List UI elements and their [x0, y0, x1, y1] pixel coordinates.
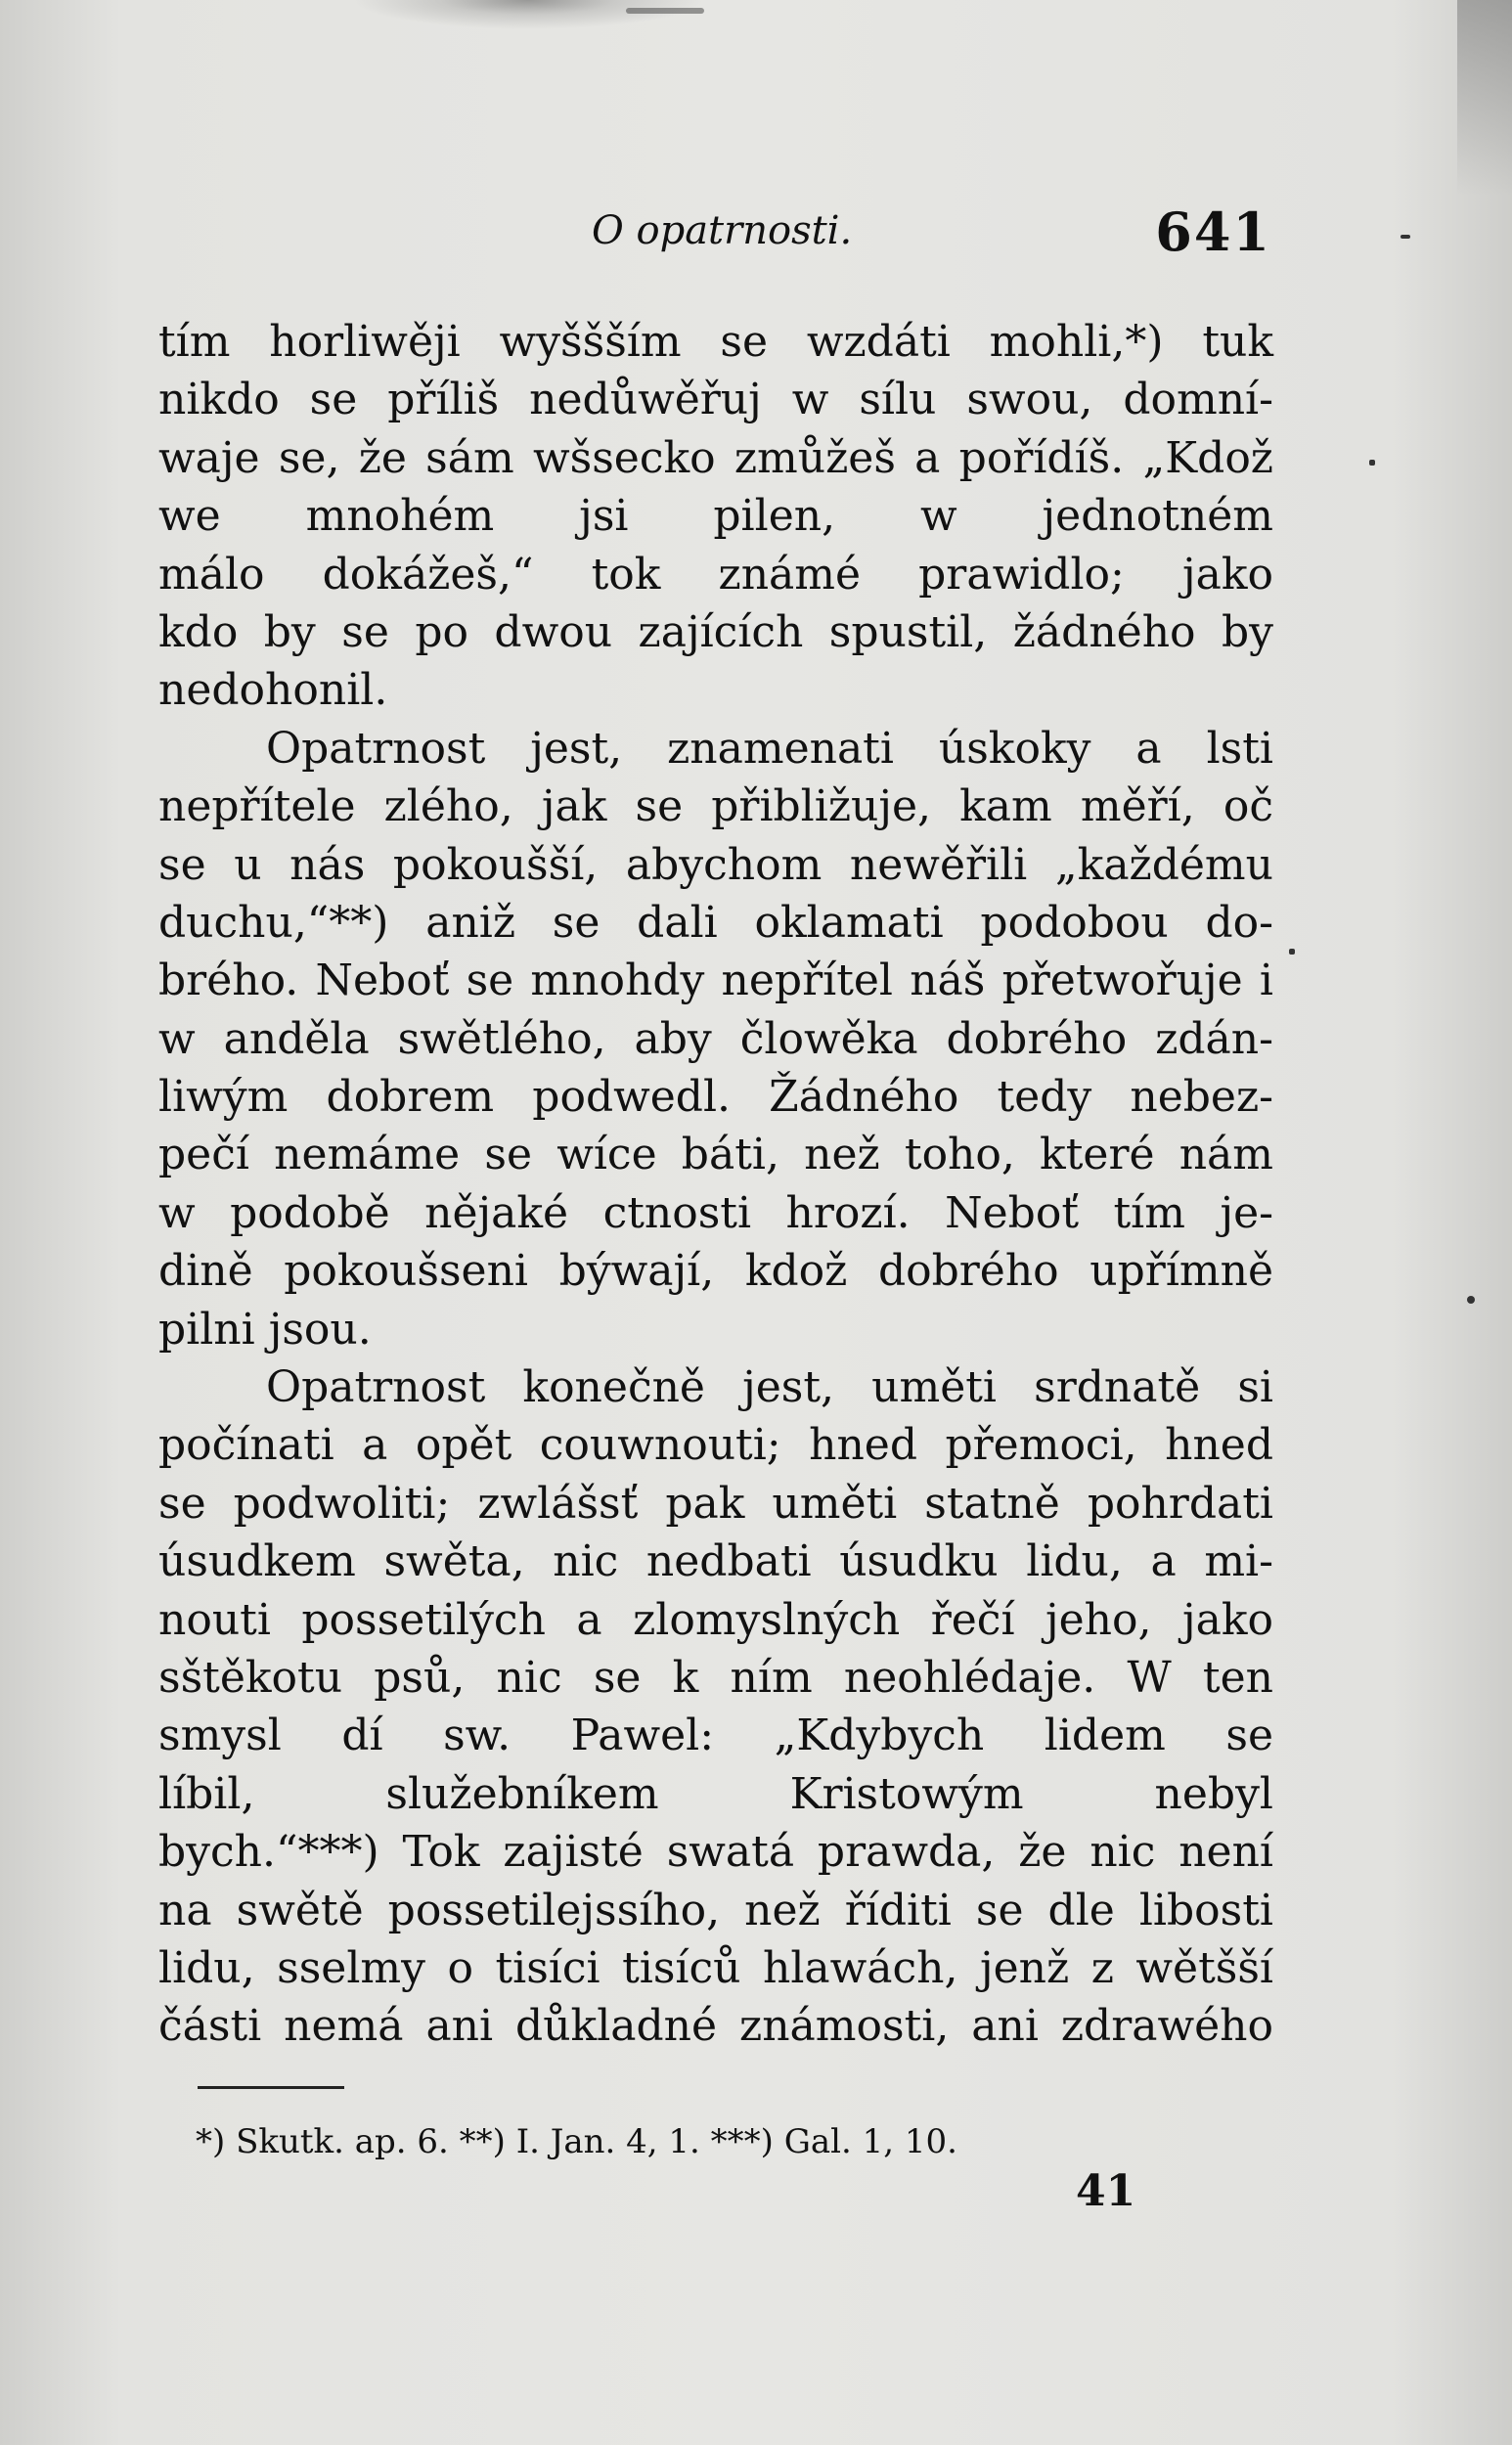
text-line: se podwoliti; zwlášsť pak uměti statně pohrdati: [158, 1478, 1273, 1529]
text-line: líbil, služebníkem Kristowým nebyl: [158, 1768, 1273, 1819]
text-line: sštěkotu psů, nic se k ním neohlédaje. W ten: [158, 1652, 1273, 1703]
text-line: málo dokážeš,“ tok známé prawidlo; jako: [158, 549, 1273, 600]
text-line: na swětě possetilejssího, než říditi se dle libosti: [158, 1885, 1273, 1935]
scan-mark-top: [626, 8, 704, 14]
text-line: we mnohém jsi pilen, w jednotném: [158, 491, 1273, 542]
paragraph-1: [158, 313, 1273, 720]
margin-speck: [1467, 1296, 1475, 1304]
text-line: pilni jsou.: [158, 1304, 372, 1355]
margin-speck: [1401, 235, 1410, 239]
text-line: se u nás pokoušší, abychom newěřili „každému: [158, 839, 1273, 890]
running-head: O opatrnosti.: [592, 208, 853, 253]
text-line: pečí nemáme se wíce báti, než toho, které nám: [158, 1130, 1273, 1180]
text-line: waje se, že sám wšsecko zmůžeš a pořídíš. „Kdož: [158, 432, 1273, 483]
text-line: w podobě nějaké ctnosti hrozí. Neboť tím je-: [158, 1187, 1273, 1238]
text-line: počínati a opět couwnouti; hned přemoci, hned: [158, 1420, 1273, 1471]
text-line: dině pokoušseni býwají, kdož dobrého upřímně: [158, 1246, 1273, 1297]
text-line: části nemá ani důkladné známosti, ani zdrawého: [158, 2001, 1273, 2052]
paragraph-3: [158, 1358, 1273, 2056]
text-line: tím horliwěji wyššším se wzdáti mohli,*) tuk: [158, 317, 1273, 367]
text-line: nedohonil.: [158, 665, 388, 716]
text-line: bych.“***) Tok zajisté swatá prawda, že nic není: [158, 1827, 1273, 1878]
signature-mark: 41: [1076, 2166, 1136, 2216]
text-line: Opatrnost jest, znamenati úskoky a lsti: [266, 723, 1273, 774]
text-line: lidu, sselmy o tisíci tisíců hlawách, jenž z wětšší: [158, 1942, 1273, 1993]
scan-smudge-right: [1457, 0, 1512, 196]
footnotes: *) Skutk. ap. 6. **) I. Jan. 4, 1. ***) Gal. 1, 10.: [196, 2122, 957, 2161]
text-line: w anděla swětlého, aby člowěka dobrého zdán-: [158, 1013, 1273, 1064]
text-line: kdo by se po dwou zajících spustil, žádného by: [158, 606, 1273, 657]
text-line: nikdo se příliš nedůwěřuj w sílu swou, domní-: [158, 375, 1273, 425]
text-line: liwým dobrem podwedl. Žádného tedy nebez-: [158, 1072, 1273, 1123]
footnote-divider: [198, 2086, 344, 2089]
page-number: 641: [1155, 200, 1271, 263]
page-header: [156, 200, 1271, 269]
text-line: smysl dí sw. Pawel: „Kdybych lidem se: [158, 1711, 1273, 1761]
margin-speck: [1289, 949, 1295, 955]
body-text: [158, 313, 1273, 2056]
margin-speck: [1369, 460, 1375, 466]
text-line: Opatrnost konečně jest, uměti srdnatě si: [266, 1362, 1273, 1413]
text-line: brého. Neboť se mnohdy nepřítel náš přetwořuje i: [158, 956, 1273, 1006]
paragraph-2: [158, 720, 1273, 1358]
scan-smudge-top: [352, 0, 704, 29]
text-line: úsudkem swěta, nic nedbati úsudku lidu, a mi-: [158, 1536, 1273, 1587]
text-line: duchu,“**) aniž se dali oklamati podobou do-: [158, 897, 1273, 948]
text-line: nepřítele zlého, jak se přibližuje, kam měří, oč: [158, 781, 1273, 832]
text-line: nouti possetilých a zlomyslných řečí jeho, jako: [158, 1594, 1273, 1645]
